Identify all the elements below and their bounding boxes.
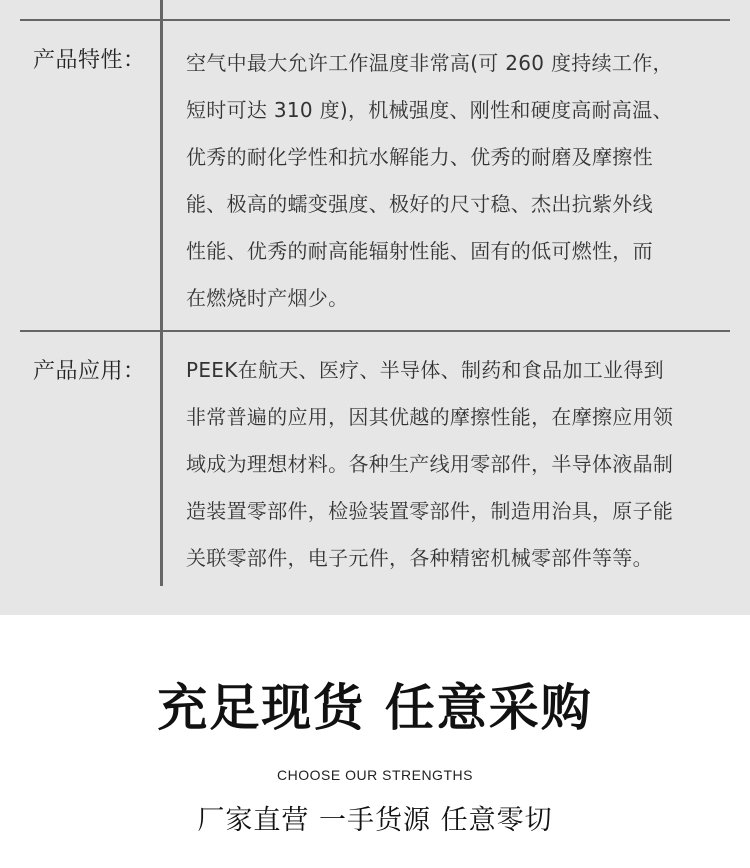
text-line: 短时可达 310 度)，机械强度、刚性和硬度高耐高温、 (186, 98, 673, 122)
text-line: 造装置零部件，检验装置零部件，制造用治具，原子能 (186, 499, 674, 523)
text-line: 在燃烧时产烟少。 (186, 286, 349, 310)
row-label-features: 产品特性： (33, 48, 146, 73)
promo-tagline: 厂家直营 一手货源 任意零切 (197, 805, 553, 836)
text-line: 非常普遍的应用，因其优越的摩擦性能，在摩擦应用领 (186, 405, 674, 429)
promo-title: 充足现货 任意采购 (157, 679, 593, 737)
row-text-features (186, 40, 726, 322)
text-line: 优秀的耐化学性和抗水解能力、优秀的耐磨及摩擦性 (186, 145, 653, 169)
table-divider-vertical (160, 20, 163, 331)
text-line: 域成为理想材料。各种生产线用零部件，半导体液晶制 (186, 452, 674, 476)
table-divider-vertical (160, 0, 163, 20)
promo-subtitle: CHOOSE OUR STRENGTHS (277, 767, 473, 783)
text-line: 空气中最大允许工作温度非常高(可 260 度持续工作， (186, 51, 673, 75)
row-text-applications (186, 347, 726, 582)
table-divider-horizontal (20, 330, 730, 332)
text-line: PEEK在航天、医疗、半导体、制药和食品加工业得到 (186, 358, 664, 382)
table-divider-horizontal (20, 19, 730, 21)
row-label-applications: 产品应用： (33, 359, 146, 384)
text-line: 关联零部件，电子元件，各种精密机械零部件等等。 (186, 546, 653, 570)
text-line: 能、极高的蠕变强度、极好的尺寸稳、杰出抗紫外线 (186, 192, 653, 216)
table-divider-vertical (160, 331, 163, 586)
text-line: 性能、优秀的耐高能辐射性能、固有的低可燃性，而 (186, 239, 653, 263)
